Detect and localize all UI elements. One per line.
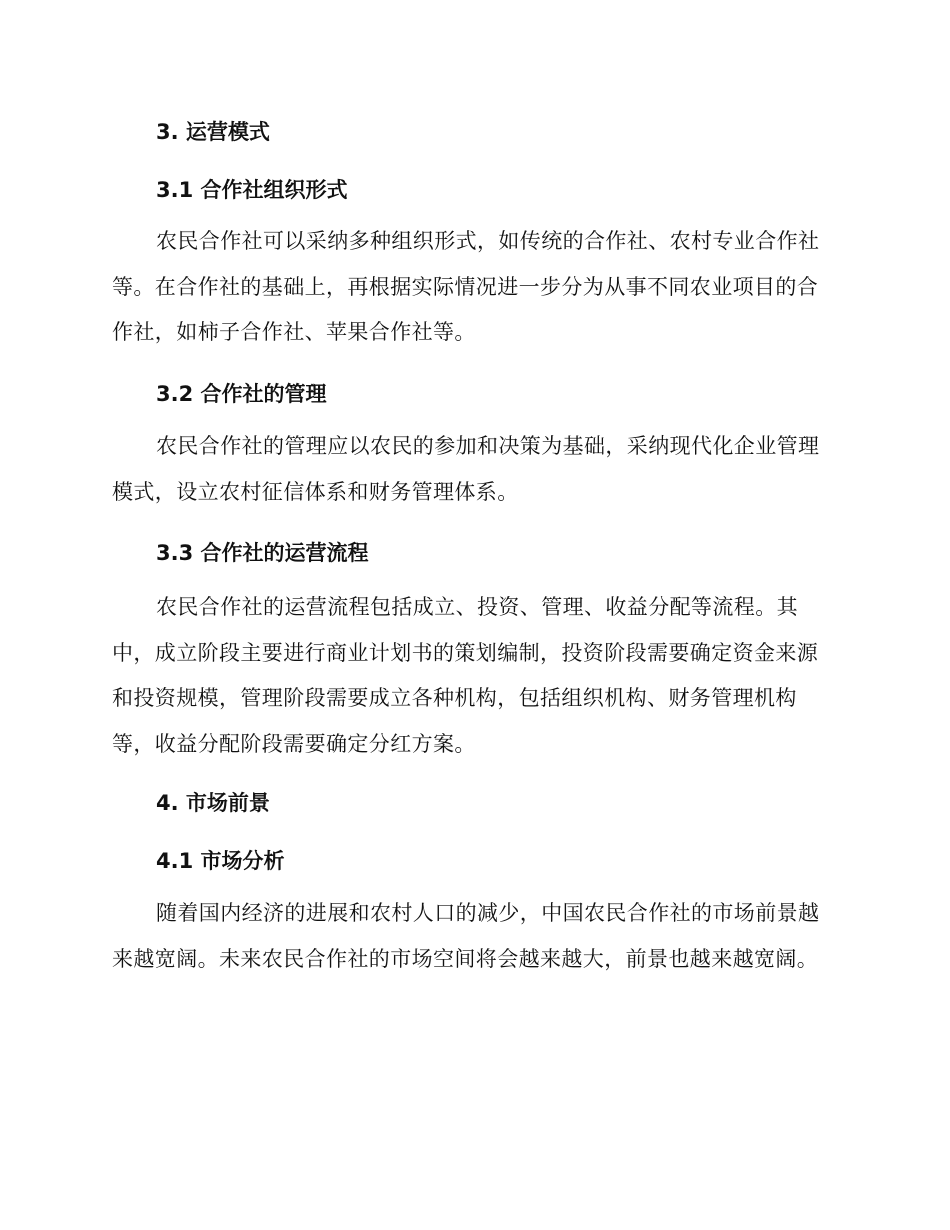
section-3-3-heading: 3.3 合作社的运营流程	[156, 541, 369, 565]
section-3-1-heading: 3.1 合作社组织形式	[156, 178, 348, 202]
section-3-2-paragraph: 农民合作社的管理应以农民的参加和决策为基础，采纳现代化企业管理模式，设立农村征信体系和财务管理体系。	[112, 434, 820, 504]
section-4-1-heading: 4.1 市场分析	[156, 849, 285, 873]
section-4-1-paragraph: 随着国内经济的进展和农村人口的减少，中国农民合作社的市场前景越来越宽阔。未来农民合作社的市场空间将会越来越大，前景也越来越宽阔。	[112, 901, 820, 971]
section-3-heading: 3. 运营模式	[156, 120, 270, 144]
section-3-3-paragraph: 农民合作社的运营流程包括成立、投资、管理、收益分配等流程。其中，成立阶段主要进行商业计划书的策划编制，投资阶段需要确定资金来源和投资规模，管理阶段需要成立各种机构，包括组织机构、财务管理机构等，收益分配阶段需要确定分红方案。	[112, 595, 819, 756]
section-4-heading: 4. 市场前景	[156, 791, 270, 815]
section-3-1-paragraph: 农民合作社可以采纳多种组织形式，如传统的合作社、农村专业合作社等。在合作社的基础上，再根据实际情况进一步分为从事不同农业项目的合作社，如柿子合作社、苹果合作社等。	[112, 229, 820, 344]
section-3-2-heading: 3.2 合作社的管理	[156, 382, 327, 406]
